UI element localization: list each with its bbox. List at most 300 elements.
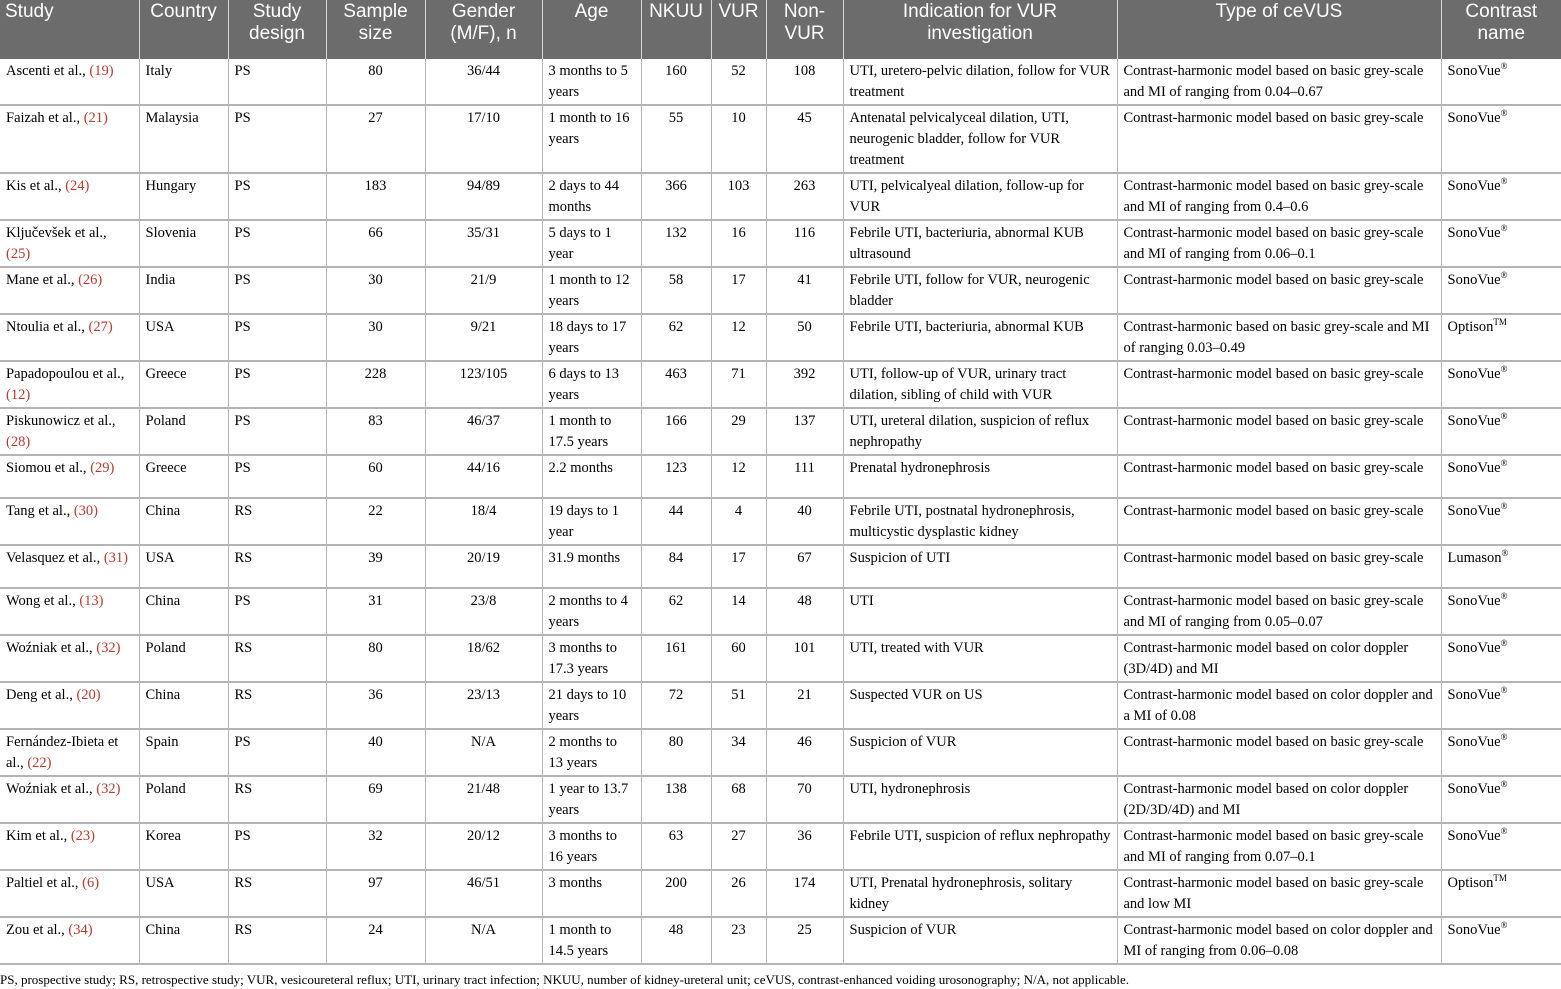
indication-cell: Febrile UTI, suspicion of reflux nephropathy [843, 823, 1117, 870]
gender-cell: 17/10 [425, 105, 542, 173]
non-vur-cell: 21 [766, 682, 843, 729]
sample-size-cell: 40 [326, 729, 425, 776]
nkuu-cell: 63 [641, 823, 711, 870]
country-cell: USA [139, 314, 228, 361]
contrast-agent-name: SonoVue [1447, 366, 1501, 382]
study-cell [0, 545, 139, 588]
country-cell: Poland [139, 635, 228, 682]
study-cell [0, 729, 139, 776]
trademark-mark: ® [1501, 548, 1509, 558]
sample-size-cell: 39 [326, 545, 425, 588]
citation-link[interactable]: (29) [90, 460, 115, 476]
country-cell: Hungary [139, 173, 228, 220]
non-vur-cell: 70 [766, 776, 843, 823]
cevus-type-cell: Contrast-harmonic model based on color doppler (3D/4D) and MI [1117, 635, 1441, 682]
study-name: Deng et al., [6, 687, 77, 703]
country-cell: USA [139, 870, 228, 917]
study-cell [0, 105, 139, 173]
sample-size-cell: 80 [326, 59, 425, 105]
age-cell: 19 days to 1 year [542, 498, 641, 545]
study-design-cell: RS [228, 635, 326, 682]
study-design-cell: PS [228, 408, 326, 455]
cevus-type-cell: Contrast-harmonic model based on basic grey-scale [1117, 729, 1441, 776]
vur-cell: 23 [711, 917, 766, 964]
trademark-mark: ® [1500, 920, 1508, 930]
gender-cell: 23/13 [425, 682, 542, 729]
nkuu-cell: 72 [641, 682, 711, 729]
study-design-cell: PS [228, 314, 326, 361]
study-design-cell: PS [228, 361, 326, 408]
gender-cell: 23/8 [425, 588, 542, 635]
sample-size-cell: 183 [326, 173, 425, 220]
table-row [0, 361, 1561, 408]
table-footnote: PS, prospective study; RS, retrospective study; VUR, vesicoureteral reflux; UTI, urinary tract infection; NKUU, number of kidney-ureteral unit; ceVUS, contrast-enhanced voiding urosonography; N/A, not applicable. [0, 972, 1130, 987]
cevus-type-cell: Contrast-harmonic model based on basic grey-scale and MI of ranging from 0.05–0.07 [1117, 588, 1441, 635]
citation-link[interactable]: (13) [79, 593, 104, 609]
non-vur-cell: 48 [766, 588, 843, 635]
cevus-type-cell: Contrast-harmonic model based on basic grey-scale and MI of ranging from 0.4–0.6 [1117, 173, 1441, 220]
contrast-name-cell [1441, 682, 1561, 729]
citation-link[interactable]: (19) [89, 63, 114, 79]
nkuu-cell: 123 [641, 455, 711, 498]
header-non-vur: Non-VUR [766, 0, 843, 59]
study-name: Woźniak et al., [6, 781, 97, 797]
gender-cell: 35/31 [425, 220, 542, 267]
trademark-mark: ® [1500, 501, 1508, 511]
vur-cell: 51 [711, 682, 766, 729]
cevus-type-cell: Contrast-harmonic model based on basic grey-scale and MI of ranging from 0.04–0.67 [1117, 59, 1441, 105]
table-row [0, 267, 1561, 314]
sample-size-cell: 66 [326, 220, 425, 267]
cevus-type-cell: Contrast-harmonic model based on basic grey-scale [1117, 408, 1441, 455]
citation-link[interactable]: (28) [6, 434, 31, 450]
sample-size-cell: 30 [326, 267, 425, 314]
vur-cell: 26 [711, 870, 766, 917]
study-cell [0, 59, 139, 105]
trademark-mark: ® [1500, 223, 1508, 233]
vur-cell: 4 [711, 498, 766, 545]
country-cell: India [139, 267, 228, 314]
trademark-mark: TM [1493, 317, 1507, 327]
contrast-name-cell [1441, 59, 1561, 105]
nkuu-cell: 44 [641, 498, 711, 545]
contrast-agent-name: SonoVue [1447, 63, 1501, 79]
indication-cell: Antenatal pelvicalyceal dilation, UTI, neurogenic bladder, follow for VUR treatment [843, 105, 1117, 173]
citation-link[interactable]: (21) [83, 110, 108, 126]
study-design-cell: RS [228, 776, 326, 823]
sample-size-cell: 83 [326, 408, 425, 455]
indication-cell: UTI, pelvicalyeal dilation, follow-up for VUR [843, 173, 1117, 220]
contrast-name-cell [1441, 220, 1561, 267]
country-cell: USA [139, 545, 228, 588]
table-row [0, 408, 1561, 455]
country-cell: China [139, 917, 228, 964]
citation-link[interactable]: (25) [6, 246, 31, 262]
study-design-cell: RS [228, 498, 326, 545]
country-cell: Spain [139, 729, 228, 776]
vur-cell: 12 [711, 455, 766, 498]
study-cell [0, 267, 139, 314]
contrast-name-cell [1441, 870, 1561, 917]
gender-cell: 18/62 [425, 635, 542, 682]
table-body [0, 59, 1561, 964]
indication-cell: Suspected VUR on US [843, 682, 1117, 729]
table-row [0, 59, 1561, 105]
study-cell [0, 408, 139, 455]
trademark-mark: ® [1500, 685, 1508, 695]
contrast-agent-name: SonoVue [1447, 178, 1501, 194]
study-cell [0, 588, 139, 635]
vur-cell: 17 [711, 545, 766, 588]
study-design-cell: PS [228, 455, 326, 498]
study-cell [0, 823, 139, 870]
nkuu-cell: 55 [641, 105, 711, 173]
contrast-agent-name: SonoVue [1447, 110, 1501, 126]
cevus-type-cell: Contrast-harmonic model based on basic grey-scale [1117, 545, 1441, 588]
header-country: Country [139, 0, 228, 59]
gender-cell: 36/44 [425, 59, 542, 105]
gender-cell: 18/4 [425, 498, 542, 545]
study-cell [0, 361, 139, 408]
sample-size-cell: 97 [326, 870, 425, 917]
trademark-mark: ® [1500, 638, 1508, 648]
indication-cell: Febrile UTI, bacteriuria, abnormal KUB ultrasound [843, 220, 1117, 267]
nkuu-cell: 138 [641, 776, 711, 823]
table-row [0, 173, 1561, 220]
age-cell: 1 month to 12 years [542, 267, 641, 314]
vur-cell: 34 [711, 729, 766, 776]
gender-cell: 94/89 [425, 173, 542, 220]
citation-link[interactable]: (32) [96, 781, 121, 797]
country-cell: China [139, 682, 228, 729]
contrast-agent-name: SonoVue [1447, 687, 1501, 703]
citation-link[interactable]: (27) [88, 319, 113, 335]
header-nkuu: NKUU [641, 0, 711, 59]
trademark-mark: ® [1500, 732, 1508, 742]
contrast-name-cell [1441, 455, 1561, 498]
header-vur: VUR [711, 0, 766, 59]
vur-cell: 60 [711, 635, 766, 682]
sample-size-cell: 228 [326, 361, 425, 408]
table-row [0, 314, 1561, 361]
age-cell: 5 days to 1 year [542, 220, 641, 267]
non-vur-cell: 137 [766, 408, 843, 455]
contrast-name-cell [1441, 588, 1561, 635]
nkuu-cell: 62 [641, 588, 711, 635]
study-name: Wong et al., [6, 593, 80, 609]
study-name: Woźniak et al., [6, 640, 97, 656]
trademark-mark: ® [1500, 779, 1508, 789]
citation-link[interactable]: (6) [82, 875, 100, 891]
non-vur-cell: 40 [766, 498, 843, 545]
age-cell: 6 days to 13 years [542, 361, 641, 408]
citation-link[interactable]: (22) [27, 755, 52, 771]
indication-cell: UTI, Prenatal hydronephrosis, solitary kidney [843, 870, 1117, 917]
age-cell: 2 days to 44 months [542, 173, 641, 220]
sample-size-cell: 22 [326, 498, 425, 545]
study-design-cell: PS [228, 220, 326, 267]
contrast-name-cell [1441, 776, 1561, 823]
table-row [0, 870, 1561, 917]
header-contrast-name: Contrast name [1441, 0, 1561, 59]
study-name: Kim et al., [6, 828, 71, 844]
citation-link[interactable]: (34) [68, 922, 93, 938]
indication-cell: Suspicion of VUR [843, 917, 1117, 964]
age-cell: 1 year to 13.7 years [542, 776, 641, 823]
age-cell: 1 month to 17.5 years [542, 408, 641, 455]
indication-cell: UTI [843, 588, 1117, 635]
table-row [0, 682, 1561, 729]
indication-cell: Suspicion of VUR [843, 729, 1117, 776]
contrast-name-cell [1441, 105, 1561, 173]
indication-cell: Febrile UTI, bacteriuria, abnormal KUB [843, 314, 1117, 361]
contrast-name-cell [1441, 408, 1561, 455]
study-name: Ascenti et al., [6, 63, 90, 79]
table-row [0, 588, 1561, 635]
age-cell: 3 months to 17.3 years [542, 635, 641, 682]
non-vur-cell: 25 [766, 917, 843, 964]
table-row [0, 105, 1561, 173]
contrast-name-cell [1441, 498, 1561, 545]
vur-cell: 16 [711, 220, 766, 267]
vur-cell: 17 [711, 267, 766, 314]
study-name: Faizah et al., [6, 110, 84, 126]
country-cell: Korea [139, 823, 228, 870]
table-row [0, 729, 1561, 776]
study-name: Siomou et al., [6, 460, 91, 476]
nkuu-cell: 160 [641, 59, 711, 105]
country-cell: Slovenia [139, 220, 228, 267]
study-design-cell: PS [228, 59, 326, 105]
contrast-agent-name: SonoVue [1447, 460, 1501, 476]
sample-size-cell: 60 [326, 455, 425, 498]
table-row [0, 498, 1561, 545]
study-design-cell: PS [228, 729, 326, 776]
gender-cell: 20/12 [425, 823, 542, 870]
age-cell: 3 months to 16 years [542, 823, 641, 870]
contrast-name-cell [1441, 314, 1561, 361]
citation-link[interactable]: (20) [76, 687, 101, 703]
contrast-agent-name: SonoVue [1447, 413, 1501, 429]
indication-cell: UTI, treated with VUR [843, 635, 1117, 682]
indication-cell: UTI, uretero-pelvic dilation, follow for VUR treatment [843, 59, 1117, 105]
contrast-name-cell [1441, 635, 1561, 682]
sample-size-cell: 36 [326, 682, 425, 729]
citation-link[interactable]: (32) [96, 640, 121, 656]
trademark-mark: ® [1500, 826, 1508, 836]
country-cell: Poland [139, 408, 228, 455]
gender-cell: 123/105 [425, 361, 542, 408]
table-row [0, 220, 1561, 267]
study-design-cell: PS [228, 267, 326, 314]
study-design-cell: RS [228, 917, 326, 964]
study-cell [0, 776, 139, 823]
nkuu-cell: 366 [641, 173, 711, 220]
country-cell: Poland [139, 776, 228, 823]
vur-cell: 103 [711, 173, 766, 220]
nkuu-cell: 62 [641, 314, 711, 361]
study-cell [0, 917, 139, 964]
study-design-cell: RS [228, 682, 326, 729]
country-cell: China [139, 498, 228, 545]
contrast-name-cell [1441, 361, 1561, 408]
cevus-type-cell: Contrast-harmonic model based on basic grey-scale and low MI [1117, 870, 1441, 917]
non-vur-cell: 45 [766, 105, 843, 173]
nkuu-cell: 200 [641, 870, 711, 917]
cevus-type-cell: Contrast-harmonic model based on basic grey-scale [1117, 267, 1441, 314]
citation-link[interactable]: (12) [6, 387, 31, 403]
age-cell: 18 days to 17 years [542, 314, 641, 361]
study-name: Mane et al., [6, 272, 79, 288]
cevus-type-cell: Contrast-harmonic model based on basic grey-scale [1117, 361, 1441, 408]
table-row [0, 455, 1561, 498]
cevus-type-cell: Contrast-harmonic model based on basic grey-scale [1117, 455, 1441, 498]
non-vur-cell: 392 [766, 361, 843, 408]
vur-cell: 52 [711, 59, 766, 105]
age-cell: 1 month to 14.5 years [542, 917, 641, 964]
country-cell: Italy [139, 59, 228, 105]
study-name: Velasquez et al., [6, 550, 104, 566]
study-name: Kis et al., [6, 178, 66, 194]
indication-cell: Suspicion of UTI [843, 545, 1117, 588]
trademark-mark: ® [1500, 591, 1508, 601]
sample-size-cell: 27 [326, 105, 425, 173]
non-vur-cell: 46 [766, 729, 843, 776]
contrast-name-cell [1441, 917, 1561, 964]
citation-link[interactable]: (23) [70, 828, 96, 844]
vur-cell: 29 [711, 408, 766, 455]
gender-cell: 9/21 [425, 314, 542, 361]
non-vur-cell: 36 [766, 823, 843, 870]
study-name: Papadopoulou et al., [6, 366, 125, 382]
indication-cell: UTI, hydronephrosis [843, 776, 1117, 823]
table-row [0, 545, 1561, 588]
citation-link[interactable]: (24) [65, 178, 90, 194]
study-cell [0, 173, 139, 220]
vur-cell: 71 [711, 361, 766, 408]
age-cell: 31.9 months [542, 545, 641, 588]
nkuu-cell: 48 [641, 917, 711, 964]
study-cell [0, 220, 139, 267]
contrast-agent-name: SonoVue [1447, 734, 1501, 750]
gender-cell: 20/19 [425, 545, 542, 588]
study-design-cell: PS [228, 588, 326, 635]
nkuu-cell: 161 [641, 635, 711, 682]
non-vur-cell: 108 [766, 59, 843, 105]
contrast-name-cell [1441, 173, 1561, 220]
trademark-mark: ® [1500, 458, 1508, 468]
nkuu-cell: 80 [641, 729, 711, 776]
non-vur-cell: 50 [766, 314, 843, 361]
vur-cell: 68 [711, 776, 766, 823]
contrast-agent-name: Lumason [1447, 550, 1502, 566]
sample-size-cell: 24 [326, 917, 425, 964]
nkuu-cell: 58 [641, 267, 711, 314]
vur-cell: 27 [711, 823, 766, 870]
sample-size-cell: 69 [326, 776, 425, 823]
study-design-cell: PS [228, 823, 326, 870]
study-name: Piskunowicz et al., [6, 413, 116, 429]
contrast-name-cell [1441, 729, 1561, 776]
header-cevus-type: Type of ceVUS [1117, 0, 1441, 59]
study-cell [0, 682, 139, 729]
gender-cell: 21/9 [425, 267, 542, 314]
contrast-agent-name: SonoVue [1447, 828, 1501, 844]
study-name: Ntoulia et al., [6, 319, 89, 335]
study-name: Zou et al., [6, 922, 69, 938]
trademark-mark: ® [1500, 61, 1508, 71]
contrast-agent-name: SonoVue [1447, 593, 1501, 609]
contrast-agent-name: SonoVue [1447, 781, 1501, 797]
study-name: Ključevšek et al., [6, 225, 107, 241]
header-sample-size: Sample size [326, 0, 425, 59]
header-indication: Indication for VUR investigation [843, 0, 1117, 59]
age-cell: 2.2 months [542, 455, 641, 498]
cevus-type-cell: Contrast-harmonic model based on basic grey-scale and MI of ranging from 0.07–0.1 [1117, 823, 1441, 870]
citation-link[interactable]: (26) [78, 272, 103, 288]
table-row [0, 635, 1561, 682]
country-cell: Greece [139, 455, 228, 498]
study-design-cell: RS [228, 870, 326, 917]
study-cell [0, 870, 139, 917]
study-name: Tang et al., [6, 503, 74, 519]
citation-link[interactable]: (30) [73, 503, 99, 519]
study-cell [0, 498, 139, 545]
nkuu-cell: 463 [641, 361, 711, 408]
header-gender: Gender (M/F), n [425, 0, 542, 59]
age-cell: 21 days to 10 years [542, 682, 641, 729]
non-vur-cell: 174 [766, 870, 843, 917]
trademark-mark: ® [1500, 108, 1508, 118]
vur-cell: 10 [711, 105, 766, 173]
study-design-cell: PS [228, 105, 326, 173]
study-name: Fernández-Ibieta et al., [6, 734, 119, 771]
nkuu-cell: 84 [641, 545, 711, 588]
citation-link[interactable]: (31) [103, 550, 129, 566]
table-row [0, 823, 1561, 870]
sample-size-cell: 32 [326, 823, 425, 870]
indication-cell: Febrile UTI, postnatal hydronephrosis, multicystic dysplastic kidney [843, 498, 1117, 545]
study-name: Paltiel et al., [6, 875, 83, 891]
cevus-type-cell: Contrast-harmonic model based on color doppler and a MI of 0.08 [1117, 682, 1441, 729]
study-design-cell: RS [228, 545, 326, 588]
header-study: Study [0, 0, 139, 59]
trademark-mark: ® [1500, 270, 1508, 280]
contrast-agent-name: SonoVue [1447, 272, 1501, 288]
contrast-name-cell [1441, 545, 1561, 588]
cevus-type-cell: Contrast-harmonic model based on basic grey-scale and MI of ranging from 0.06–0.1 [1117, 220, 1441, 267]
sample-size-cell: 31 [326, 588, 425, 635]
gender-cell: N/A [425, 917, 542, 964]
header-age: Age [542, 0, 641, 59]
non-vur-cell: 67 [766, 545, 843, 588]
age-cell: 3 months [542, 870, 641, 917]
country-cell: Greece [139, 361, 228, 408]
contrast-agent-name: Optison [1447, 875, 1494, 891]
nkuu-cell: 132 [641, 220, 711, 267]
gender-cell: 46/51 [425, 870, 542, 917]
study-cell [0, 635, 139, 682]
cevus-type-cell: Contrast-harmonic based on basic grey-scale and MI of ranging 0.03–0.49 [1117, 314, 1441, 361]
non-vur-cell: 116 [766, 220, 843, 267]
age-cell: 2 months to 13 years [542, 729, 641, 776]
indication-cell: Febrile UTI, follow for VUR, neurogenic bladder [843, 267, 1117, 314]
cevus-type-cell: Contrast-harmonic model based on color doppler (2D/3D/4D) and MI [1117, 776, 1441, 823]
cevus-type-cell: Contrast-harmonic model based on basic grey-scale [1117, 498, 1441, 545]
age-cell: 1 month to 16 years [542, 105, 641, 173]
sample-size-cell: 30 [326, 314, 425, 361]
study-design-cell: PS [228, 173, 326, 220]
